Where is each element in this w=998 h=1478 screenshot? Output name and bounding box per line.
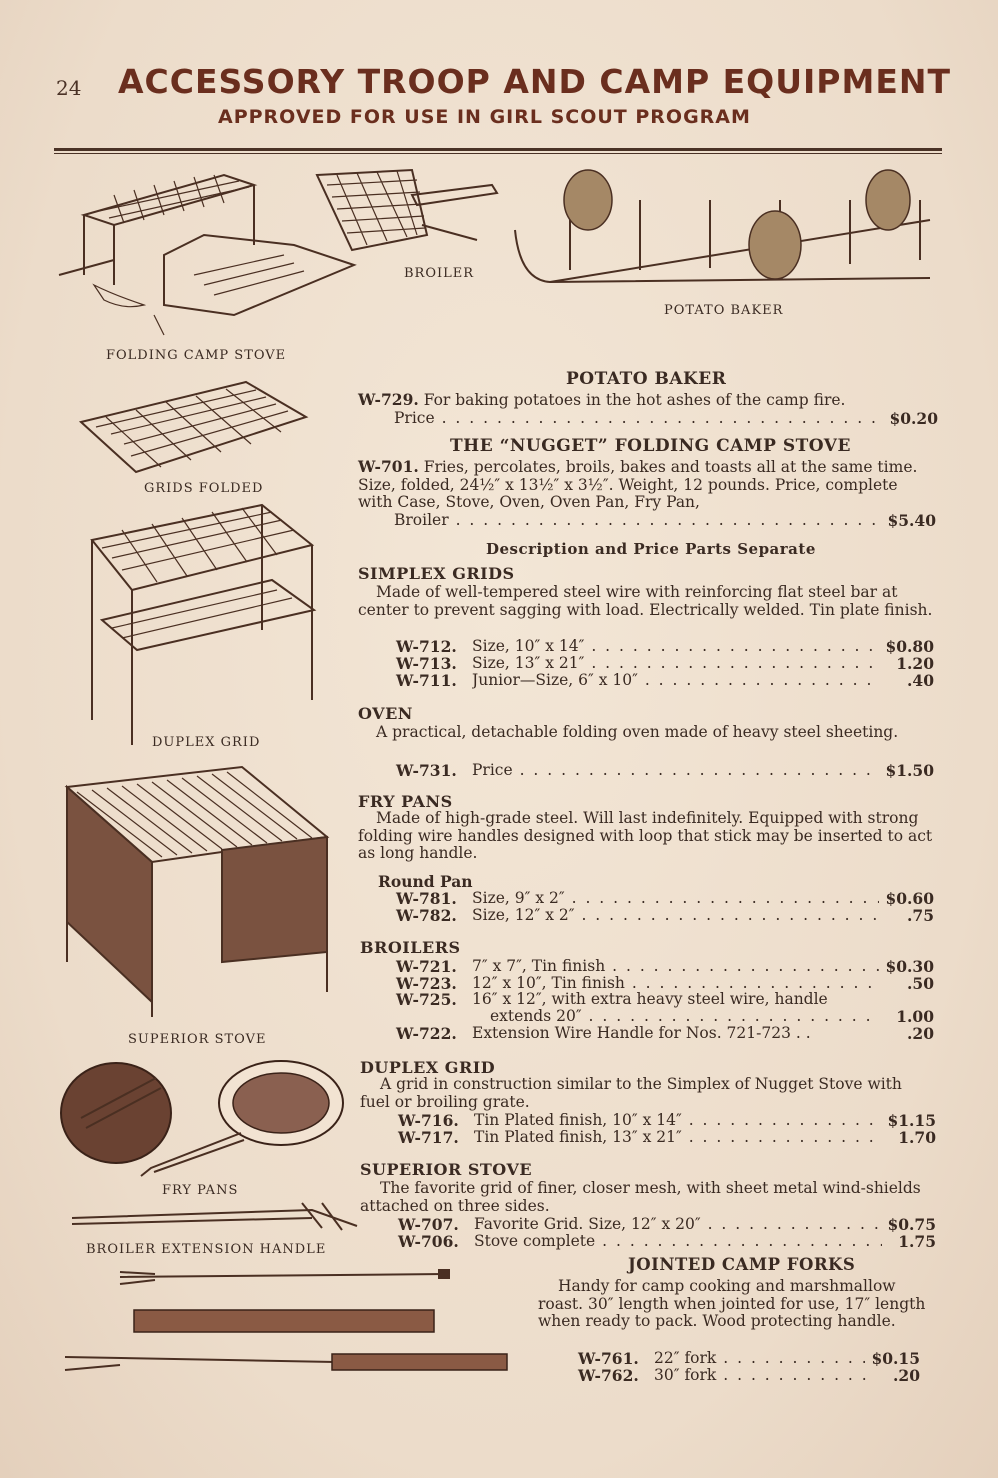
item-code: W-716. xyxy=(398,1111,459,1130)
superior-stove-illustration xyxy=(62,762,337,1022)
price-row xyxy=(472,1008,934,1025)
round-pan-subheading: Round Pan xyxy=(378,872,473,891)
simplex-heading: SIMPLEX GRIDS xyxy=(358,564,515,583)
price-row xyxy=(396,655,934,672)
nugget-stove-code: W-701. xyxy=(358,457,419,476)
item-desc: Tin Plated finish, 13″ x 21″ . . . xyxy=(474,1129,882,1146)
nugget-stove-text-3: Price, complete with Case, Stove, Oven, Oven Pan, Fry Pan, xyxy=(358,475,898,511)
item-desc: Tin Plated finish, 10″ x 14″ . . . xyxy=(474,1112,881,1129)
price-row xyxy=(396,672,934,689)
camp-forks-text: Handy for camp cooking and marshmallow roast. 30″ length when jointed for use, 17″ length when ready to pack. Wood protecting handle. xyxy=(538,1277,926,1330)
duplex-grid-heading: DUPLEX GRID xyxy=(360,1058,496,1077)
camp-forks-illustration xyxy=(60,1262,520,1392)
parts-heading: Description and Price Parts Separate xyxy=(486,540,816,558)
price-row xyxy=(396,991,934,1008)
simplex-text: Made of well-tempered steel wire with reinforcing flat steel bar at center to prevent sagging with load. Electrically welded. Tin plate finish. xyxy=(358,583,933,619)
potato-baker-price: $0.20 xyxy=(889,408,938,428)
broilers-heading: BROILERS xyxy=(360,938,461,957)
price-row xyxy=(396,907,934,924)
item-desc: Size, 12″ x 2″ . . . xyxy=(472,907,880,924)
item-desc: Extension Wire Handle for Nos. 721-723 . . xyxy=(472,1025,811,1042)
item-price: .20 xyxy=(907,1024,934,1043)
item-code: W-731. xyxy=(396,761,457,780)
caption-potato-baker: POTATO BAKER xyxy=(664,303,784,318)
fry-pans-illustration xyxy=(56,1058,356,1178)
price-row xyxy=(396,1025,934,1042)
item-price: .50 xyxy=(907,974,934,993)
item-price: 1.75 xyxy=(898,1232,936,1251)
caption-fry-pans: FRY PANS xyxy=(162,1183,239,1198)
nugget-stove-price-row xyxy=(358,512,936,530)
item-code: W-725. xyxy=(396,990,457,1009)
item-price: $0.80 xyxy=(885,637,934,656)
item-desc: Junior—Size, 6″ x 10″ . . . xyxy=(472,672,880,689)
price-row xyxy=(398,1129,936,1146)
caption-folding-camp-stove: FOLDING CAMP STOVE xyxy=(106,348,287,363)
caption-superior-stove: SUPERIOR STOVE xyxy=(128,1032,267,1047)
price-row xyxy=(398,1112,936,1129)
item-price: $1.50 xyxy=(885,761,934,780)
potato-baker-code: W-729. xyxy=(358,390,419,409)
item-price: $0.60 xyxy=(885,889,934,908)
price-row xyxy=(396,890,934,907)
item-code: W-706. xyxy=(398,1232,459,1251)
potato-baker-block xyxy=(358,391,938,427)
nugget-stove-heading: THE “NUGGET” FOLDING CAMP STOVE xyxy=(450,436,851,456)
item-price: .20 xyxy=(893,1366,920,1385)
caption-duplex-grid: DUPLEX GRID xyxy=(152,735,261,750)
price-row xyxy=(396,638,934,655)
duplex-grid-illustration xyxy=(82,500,322,750)
price-row xyxy=(398,1233,936,1250)
item-price: $0.75 xyxy=(887,1215,936,1234)
page-subtitle: APPROVED FOR USE IN GIRL SCOUT PROGRAM xyxy=(218,106,751,128)
caption-broiler-extension-handle: BROILER EXTENSION HANDLE xyxy=(86,1242,327,1257)
item-desc: 7″ x 7″, Tin finish . . . xyxy=(472,958,879,975)
caption-grids-folded: GRIDS FOLDED xyxy=(144,481,264,496)
item-code: W-707. xyxy=(398,1215,459,1234)
fry-pans-text: Made of high-grade steel. Will last indefinitely. Equipped with strong folding wire handles designed with loop that stick may be inserted to act as long handle. xyxy=(358,809,933,862)
item-code: W-762. xyxy=(578,1366,639,1385)
oven-text: A practical, detachable folding oven made of heavy steel sheeting. xyxy=(376,723,899,741)
item-desc: 30″ fork . . . xyxy=(654,1367,866,1384)
item-code: W-723. xyxy=(396,974,457,993)
potato-baker-heading: POTATO BAKER xyxy=(566,369,727,389)
item-price: .40 xyxy=(907,671,934,690)
item-price: 1.20 xyxy=(896,654,934,673)
item-code: W-712. xyxy=(396,637,457,656)
item-price: .75 xyxy=(907,906,934,925)
nugget-stove-price-label: Broiler . . . xyxy=(394,512,881,530)
price-row xyxy=(578,1350,920,1367)
price-row xyxy=(578,1367,920,1384)
item-code: W-721. xyxy=(396,957,457,976)
item-desc: Favorite Grid. Size, 12″ x 20″ . . . xyxy=(474,1216,881,1233)
camp-forks-heading: JOINTED CAMP FORKS xyxy=(628,1255,856,1274)
item-code: W-717. xyxy=(398,1128,459,1147)
header-rule xyxy=(54,148,942,151)
item-desc: Size, 13″ x 21″ . . . xyxy=(472,655,880,672)
potato-baker-price-row xyxy=(358,410,938,428)
oven-heading: OVEN xyxy=(358,704,413,723)
item-desc: Size, 10″ x 14″ . . . xyxy=(472,638,879,655)
broiler-extension-handle-illustration xyxy=(72,1198,362,1238)
potato-baker-illustration xyxy=(510,160,940,305)
superior-stove-heading: SUPERIOR STOVE xyxy=(360,1160,533,1179)
item-code: W-782. xyxy=(396,906,457,925)
item-desc: Size, 9″ x 2″ . . . xyxy=(472,890,879,907)
item-desc: Stove complete . . . xyxy=(474,1233,882,1250)
item-desc: Price . . . xyxy=(472,762,879,779)
fry-pans-heading: FRY PANS xyxy=(358,792,453,811)
potato-baker-text: For baking potatoes in the hot ashes of the camp fire. xyxy=(423,391,846,409)
broiler-illustration xyxy=(312,165,502,265)
item-desc: 16″ x 12″, with extra heavy steel wire, handle xyxy=(472,991,828,1008)
item-code: W-761. xyxy=(578,1349,639,1368)
item-price: 1.00 xyxy=(896,1007,934,1026)
item-price: $0.15 xyxy=(871,1349,920,1368)
nugget-stove-text-2: Size, folded, 24½″ x 13½″ x 3½″. Weight, 12 pounds. xyxy=(358,475,770,494)
nugget-stove-price: $5.40 xyxy=(887,510,936,530)
item-price: $1.15 xyxy=(887,1111,936,1130)
grids-folded-illustration xyxy=(76,372,311,482)
caption-broiler: BROILER xyxy=(404,266,475,281)
duplex-grid-text: A grid in construction similar to the Simplex of Nugget Stove with fuel or broiling grate. xyxy=(360,1075,902,1111)
price-row xyxy=(396,762,934,779)
potato-baker-price-label: Price . . . xyxy=(394,410,883,428)
item-desc: extends 20″ . . . xyxy=(472,1008,880,1025)
header-rule-thin xyxy=(54,153,942,154)
item-desc: 12″ x 10″, Tin finish . . . xyxy=(472,975,880,992)
item-code: W-722. xyxy=(396,1024,457,1043)
item-code: W-713. xyxy=(396,654,457,673)
price-row xyxy=(398,1216,936,1233)
item-price: 1.70 xyxy=(898,1128,936,1147)
nugget-stove-block xyxy=(358,458,936,529)
item-code: W-711. xyxy=(396,671,457,690)
superior-stove-text: The favorite grid of finer, closer mesh, with sheet metal wind-shields attached on three sides. xyxy=(360,1179,921,1215)
nugget-stove-text-1: Fries, percolates, broils, bakes and toasts all at the same time. xyxy=(423,458,918,476)
page-title: ACCESSORY TROOP AND CAMP EQUIPMENT xyxy=(118,62,951,101)
page-number: 24 xyxy=(56,76,82,100)
price-row xyxy=(396,975,934,992)
item-code: W-781. xyxy=(396,889,457,908)
price-row xyxy=(396,958,934,975)
item-price: $0.30 xyxy=(885,957,934,976)
item-desc: 22″ fork . . . xyxy=(654,1350,865,1367)
